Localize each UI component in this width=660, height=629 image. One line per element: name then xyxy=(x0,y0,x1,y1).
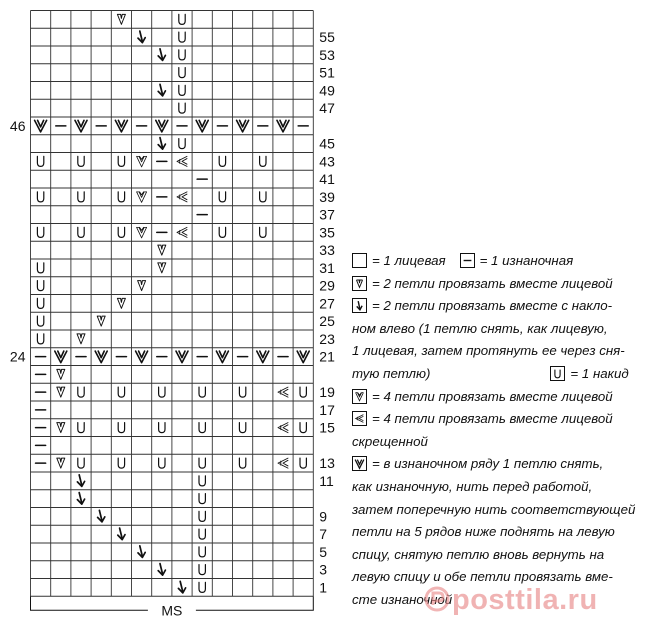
row-number-label: 47 xyxy=(319,100,335,117)
repeat-bracket-right xyxy=(196,596,313,610)
legend-k2tog-text: = 2 петли провязать вместе лицевой xyxy=(372,275,613,291)
stitch-yarn-over xyxy=(260,227,266,237)
stitch-k2tog-left xyxy=(138,31,145,43)
stitch-yarn-over xyxy=(260,156,266,166)
legend-ssk-line3: 1 лицевая, затем протянуть ее через сня- xyxy=(352,343,625,359)
row-number-label: 37 xyxy=(319,206,335,223)
row-number-label: 49 xyxy=(319,82,335,99)
stitch-yarn-over xyxy=(78,227,84,237)
stitch-yarn-over xyxy=(219,192,225,202)
stitch-slip-with-strand xyxy=(35,120,47,132)
stitch-yarn-over xyxy=(199,565,205,575)
stitch-k2tog xyxy=(57,387,65,397)
stitch-yarn-over xyxy=(78,423,84,433)
stitch-slip-with-strand xyxy=(257,351,269,363)
stitch-yarn-over xyxy=(159,458,165,468)
row-number-label: 43 xyxy=(319,153,335,170)
row-number-label: 35 xyxy=(319,224,335,241)
stitch-k2tog xyxy=(57,458,65,468)
stitch-yarn-over xyxy=(37,156,43,166)
stitch-yarn-over xyxy=(179,139,185,149)
watermark-logo-icon xyxy=(424,586,450,612)
row-number-label: 55 xyxy=(319,29,335,46)
row-number-label: 21 xyxy=(319,348,335,365)
legend-slip-line1: = в изнаночном ряду 1 петлю снять, xyxy=(372,456,604,472)
stitch-yarn-over xyxy=(159,387,165,397)
purl-key-icon xyxy=(460,253,475,268)
stitch-k2tog xyxy=(117,14,125,24)
stitch-slip-with-strand xyxy=(297,351,309,363)
stitch-k2tog xyxy=(57,423,65,433)
k4tog-key-icon xyxy=(352,389,367,404)
watermark: posttila.ru xyxy=(452,584,598,616)
row-number-label: 27 xyxy=(319,295,335,312)
row-number-label: 9 xyxy=(319,508,328,525)
stitch-yarn-over xyxy=(118,387,124,397)
stitch-yarn-over xyxy=(179,85,185,95)
repeat-label: MS xyxy=(161,602,183,619)
stitch-yarn-over xyxy=(78,156,84,166)
legend-ssk-line4: тую петлю) xyxy=(352,365,431,381)
legend-row-slip xyxy=(352,453,658,476)
ssk-key-icon xyxy=(352,298,367,313)
stitch-slip-with-strand xyxy=(55,351,67,363)
side-row-label: 24 xyxy=(9,348,26,365)
k2tog-key-icon xyxy=(352,276,367,291)
row-number-label: 33 xyxy=(319,242,335,259)
stitch-yarn-over xyxy=(199,494,205,504)
stitch-yarn-over xyxy=(37,334,43,344)
legend-slip-line5: спицу, снятую петлю вновь вернуть на xyxy=(352,546,605,562)
legend-yo-text: = 1 накид xyxy=(570,365,629,381)
stitch-yarn-over xyxy=(219,156,225,166)
stitch-slip-with-strand xyxy=(95,351,107,363)
stitch-yarn-over xyxy=(78,458,84,468)
knit-key-icon xyxy=(352,253,367,268)
stitch-yarn-over xyxy=(300,387,306,397)
stitch-yarn-over xyxy=(179,14,185,24)
stitch-k2tog-left xyxy=(138,546,145,558)
yo-key-icon xyxy=(550,366,565,381)
stitch-k4tog-tbl xyxy=(278,423,288,433)
stitch-k2tog-left xyxy=(118,528,125,540)
legend-k4tbl-line1: = 4 петли провязать вместе лицевой xyxy=(372,411,613,427)
stitch-k2tog xyxy=(57,369,65,379)
row-number-label: 23 xyxy=(319,330,335,347)
stitch-k4tog-tbl xyxy=(177,227,187,237)
row-number-label: 11 xyxy=(319,472,334,489)
stitch-slip-with-strand xyxy=(176,351,188,363)
stitch-slip-with-strand xyxy=(136,351,148,363)
legend-slip-line2: как изнаночную, нить перед работой, xyxy=(352,478,593,494)
stitch-yarn-over xyxy=(199,582,205,592)
stitch-k2tog xyxy=(158,245,166,255)
legend-slip-line3: затем поперечную нить соответствующей xyxy=(352,501,636,517)
legend-purl-text: = 1 изнаночная xyxy=(479,253,574,268)
stitch-k2tog xyxy=(138,281,146,291)
stitch-yarn-over xyxy=(219,227,225,237)
stitch-slip-with-strand xyxy=(277,120,289,132)
stitch-yarn-over xyxy=(199,423,205,433)
row-number-label: 15 xyxy=(319,419,335,436)
stitch-yarn-over xyxy=(199,476,205,486)
legend-k4tbl-line2: скрещенной xyxy=(352,433,428,449)
row-number-label: 51 xyxy=(319,64,335,81)
stitch-yarn-over xyxy=(37,263,43,273)
stitch-slip-with-strand xyxy=(156,120,168,132)
legend-row-knit-purl xyxy=(352,250,658,273)
stitch-k4tog-tbl xyxy=(278,458,288,468)
legend-row-k4tog xyxy=(352,386,658,409)
stitch-yarn-over xyxy=(118,156,124,166)
stitch-k2tog xyxy=(158,263,166,273)
row-number-label: 31 xyxy=(319,259,335,276)
row-number-label: 19 xyxy=(319,384,335,401)
stitch-yarn-over xyxy=(199,547,205,557)
legend-ssk-line2: ном влево (1 петлю снять, как лицевую, xyxy=(352,320,608,336)
stitch-yarn-over xyxy=(239,387,245,397)
stitch-k4tog xyxy=(137,227,147,238)
stitch-k2tog-left xyxy=(158,84,165,96)
row-number-label: 3 xyxy=(319,561,328,578)
stitch-yarn-over xyxy=(37,316,43,326)
stitch-yarn-over xyxy=(37,281,43,291)
stitch-yarn-over xyxy=(78,192,84,202)
legend-slip-line4: петли на 5 рядов ниже поднять на левую xyxy=(352,524,615,540)
stitch-yarn-over xyxy=(199,529,205,539)
stitch-k2tog xyxy=(97,316,105,326)
legend-row-yo xyxy=(352,363,658,386)
row-number-label: 53 xyxy=(319,46,335,63)
stitch-yarn-over xyxy=(118,227,124,237)
row-number-label: 39 xyxy=(319,188,335,205)
stitch-slip-with-strand xyxy=(115,120,127,132)
legend-knit-text: = 1 лицевая xyxy=(372,253,446,268)
stitch-k2tog-left xyxy=(158,49,165,61)
legend-row-k2tog xyxy=(352,273,658,296)
legend-k4tog-text: = 4 петли провязать вместе лицевой xyxy=(372,388,613,404)
stitch-k4tog xyxy=(137,192,147,203)
row-number-label: 5 xyxy=(319,543,328,560)
stitch-yarn-over xyxy=(37,227,43,237)
stitch-k2tog xyxy=(117,298,125,308)
stitch-k2tog-left xyxy=(158,138,165,150)
legend xyxy=(352,250,658,612)
row-number-label: 7 xyxy=(319,526,328,543)
stitch-yarn-over xyxy=(37,298,43,308)
row-number-label: 41 xyxy=(319,171,335,188)
stitch-k2tog-left xyxy=(158,564,165,576)
stitch-yarn-over xyxy=(260,192,266,202)
side-row-label: 46 xyxy=(9,117,26,134)
stitch-yarn-over xyxy=(199,387,205,397)
stitch-k2tog-left xyxy=(178,581,185,593)
stitch-k4tog-tbl xyxy=(177,192,187,202)
stitch-k2tog-left xyxy=(98,510,105,522)
k4tbl-key-icon xyxy=(352,411,367,426)
legend-row-ssk xyxy=(352,295,658,318)
repeat-bracket-left xyxy=(31,596,148,610)
legend-slip-line6: левую спицу и обе петли провязать вме- xyxy=(352,569,613,585)
row-number-label: 13 xyxy=(319,455,335,472)
row-number-label: 1 xyxy=(319,579,328,596)
stitch-yarn-over xyxy=(300,458,306,468)
legend-ssk-line1: = 2 петли провязать вместе с накло- xyxy=(372,298,613,314)
legend-slip-line7: сте изнаночной xyxy=(352,591,453,607)
stitch-yarn-over xyxy=(118,192,124,202)
stitch-yarn-over xyxy=(159,423,165,433)
slip-key-icon xyxy=(352,456,367,471)
stitch-yarn-over xyxy=(78,387,84,397)
row-number-label: 45 xyxy=(319,135,335,152)
stitch-yarn-over xyxy=(37,192,43,202)
stitch-yarn-over xyxy=(118,458,124,468)
stitch-yarn-over xyxy=(239,458,245,468)
stitch-k4tog xyxy=(137,156,147,167)
row-number-label: 17 xyxy=(319,401,335,418)
stitch-slip-with-strand xyxy=(237,120,249,132)
stitch-yarn-over xyxy=(118,423,124,433)
stitch-k2tog-left xyxy=(77,475,84,487)
stitch-k2tog xyxy=(77,334,85,344)
stitch-yarn-over xyxy=(179,50,185,60)
stitch-k4tog-tbl xyxy=(177,156,187,166)
stitch-yarn-over xyxy=(239,423,245,433)
stitch-yarn-over xyxy=(179,68,185,78)
stitch-k2tog-left xyxy=(77,493,84,505)
stitch-slip-with-strand xyxy=(196,120,208,132)
stitch-yarn-over xyxy=(199,511,205,521)
stitch-k4tog-tbl xyxy=(278,387,288,397)
stitch-yarn-over xyxy=(300,423,306,433)
legend-row-k4tbl xyxy=(352,408,658,431)
stitch-yarn-over xyxy=(179,103,185,113)
stitch-yarn-over xyxy=(199,458,205,468)
stitch-slip-with-strand xyxy=(75,120,87,132)
row-number-label: 29 xyxy=(319,277,335,294)
stitch-slip-with-strand xyxy=(216,351,228,363)
stitch-yarn-over xyxy=(179,32,185,42)
row-number-label: 25 xyxy=(319,313,335,330)
